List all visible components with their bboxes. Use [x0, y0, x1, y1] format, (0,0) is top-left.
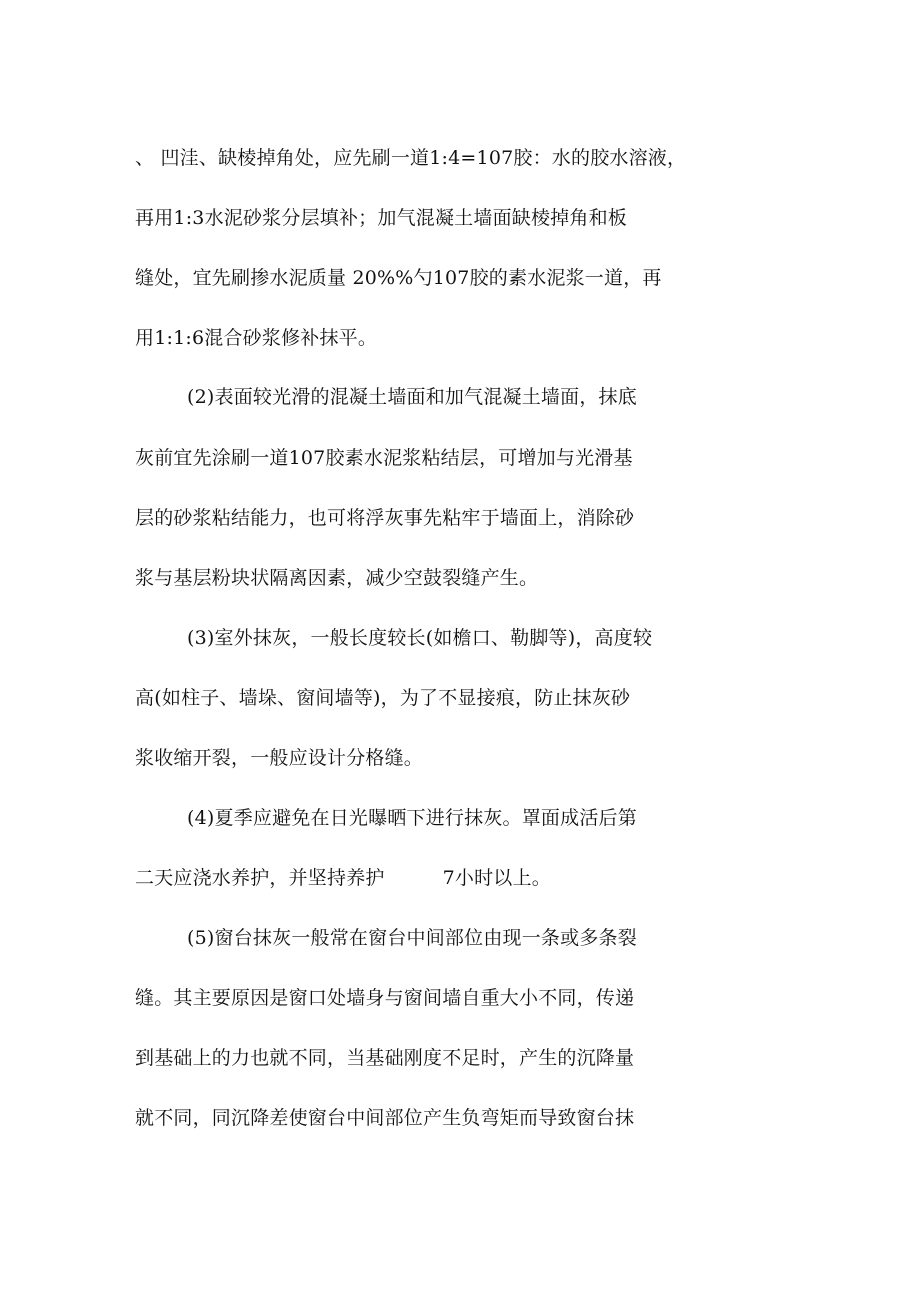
text-line-13-part-2: 7小时以上。	[442, 867, 551, 889]
text-line-4: 用1:1:6混合砂浆修补抹平。	[135, 327, 378, 349]
text-line-10: 高(如柱子、墙垛、窗间墙等)，为了不显接痕，防止抹灰砂	[135, 687, 631, 709]
text-line-2: 再用1:3水泥砂浆分层填补；加气混凝土墙面缺棱掉角和板	[135, 207, 627, 229]
text-line-11: 浆收缩开裂，一般应设计分格缝。	[135, 747, 424, 769]
text-line-7: 层的砂浆粘结能力，也可将浮灰事先粘牢于墙面上，消除砂	[135, 507, 635, 529]
text-line-12: (4)夏季应避免在日光曝晒下进行抹灰。罩面成活后第	[187, 807, 637, 829]
text-line-16: 到基础上的力也就不同，当基础刚度不足时，产生的沉降量	[135, 1047, 635, 1069]
text-line-14: (5)窗台抹灰一般常在窗台中间部位由现一条或多条裂	[187, 927, 637, 949]
text-line-13-part-1: 二天应浇水养护，并坚持养护	[135, 867, 385, 889]
text-line-17: 就不同，同沉降差使窗台中间部位产生负弯矩而导致窗台抹	[135, 1107, 635, 1129]
text-line-3: 缝处，宜先刷掺水泥质量 20%%勺107胶的素水泥浆一道，再	[135, 267, 662, 289]
text-line-6: 灰前宜先涂刷一道107胶素水泥浆粘结层，可增加与光滑基	[135, 447, 633, 469]
text-line-15: 缝。其主要原因是窗口处墙身与窗间墙自重大小不同，传递	[135, 987, 635, 1009]
text-line-5: (2)表面较光滑的混凝土墙面和加气混凝土墙面，抹底	[187, 386, 637, 408]
text-line-13	[135, 866, 551, 890]
text-line-9: (3)室外抹灰，一般长度较长(如檐口、勒脚等)，高度较	[187, 627, 653, 649]
text-line-1: 、 凹洼、缺棱掉角处，应先刷一道1:4=107胶：水的胶水溶液，	[135, 147, 687, 169]
text-line-8: 浆与基层粉块状隔离因素，减少空鼓裂缝产生。	[135, 567, 539, 589]
